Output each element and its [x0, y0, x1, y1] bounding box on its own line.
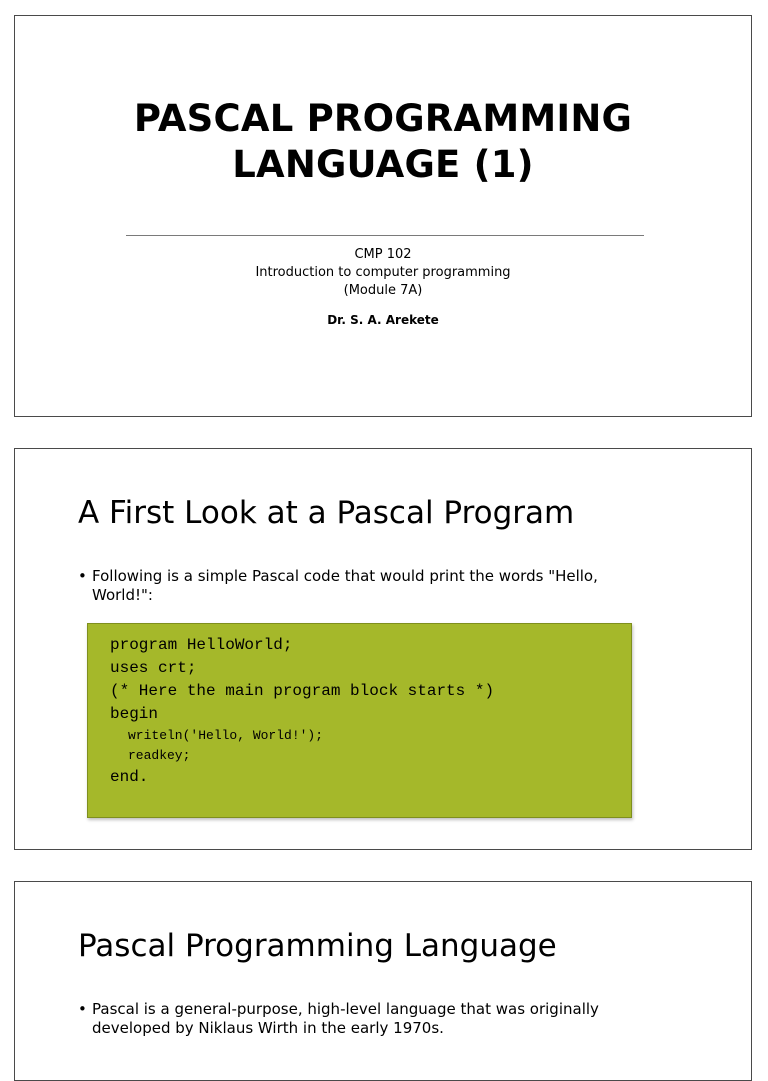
code-line: begin	[110, 705, 159, 723]
bullet-text: Following is a simple Pascal code that would print the words "Hello, World!":	[92, 567, 598, 604]
bullet-item	[78, 1000, 638, 1038]
code-line: program HelloWorld;	[110, 636, 293, 654]
code-line: (* Here the main program block starts *)	[110, 682, 495, 700]
code-line: writeln('Hello, World!');	[128, 728, 324, 743]
title-divider	[126, 235, 644, 236]
author-name: Dr. S. A. Arekete	[327, 313, 439, 327]
bullet-item	[78, 567, 638, 605]
bullet-icon: •	[78, 567, 87, 585]
bullet-text: Pascal is a general-purpose, high-level language that was originally developed by Niklaus Wirth in the early 1970s.	[92, 1000, 599, 1037]
title-line-1: PASCAL PROGRAMMING	[133, 97, 633, 140]
module-label: (Module 7A)	[343, 283, 423, 298]
code-block	[87, 623, 632, 818]
code-example-slide	[14, 448, 752, 850]
title-line-2: LANGUAGE (1)	[232, 143, 534, 186]
course-name: Introduction to computer programming	[255, 265, 511, 280]
code-line: end.	[110, 768, 149, 786]
slide-heading: Pascal Programming Language	[78, 928, 557, 964]
course-code: CMP 102	[354, 247, 412, 262]
overview-slide	[14, 881, 752, 1081]
slide-title	[15, 96, 751, 188]
slide-heading: A First Look at a Pascal Program	[78, 495, 575, 531]
code-line: uses crt;	[110, 659, 197, 677]
title-slide	[14, 15, 752, 417]
bullet-icon: •	[78, 1000, 87, 1018]
code-line: readkey;	[128, 748, 191, 763]
